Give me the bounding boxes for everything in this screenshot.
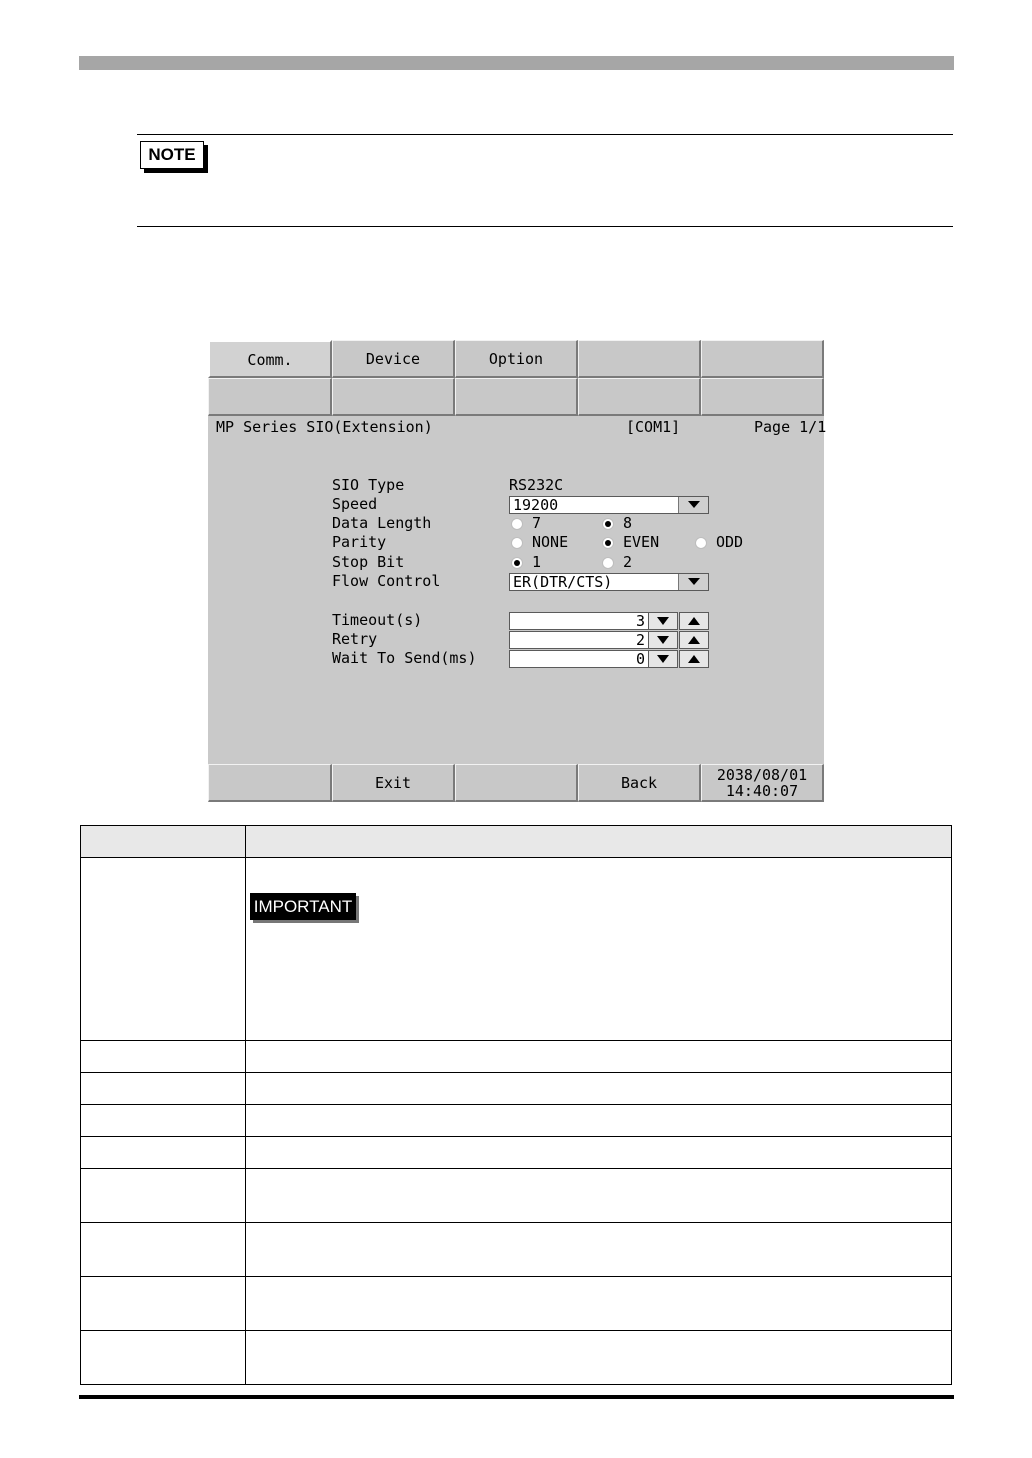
label-parity: Parity [332,533,387,551]
footer-button-1[interactable] [208,764,332,802]
note-bottom-rule [137,226,953,227]
table-row [81,1169,952,1223]
footer-button-3[interactable] [455,764,578,802]
table-row [81,1331,952,1385]
note-badge [140,141,204,169]
table-header-setup-items [81,826,246,858]
parity-none-radio[interactable] [511,537,523,549]
label-data-length: Data Length [332,514,432,532]
data-length-8-label: 8 [623,514,633,532]
important-badge [250,893,356,921]
label-speed: Speed [332,495,378,513]
timeout-decrement-icon[interactable] [648,612,678,630]
label-sio-type: SIO Type [332,476,405,494]
label-wait-to-send: Wait To Send(ms) [332,649,477,667]
tab-device[interactable]: Device [332,340,455,378]
page-header-bar [79,56,954,70]
tab-option[interactable]: Option [455,340,578,378]
table-row [81,1277,952,1331]
wait-to-send-increment-icon[interactable] [679,650,709,668]
data-length-7-radio[interactable] [511,518,523,530]
note-badge-label: NOTE [140,141,204,169]
timeout-increment-icon[interactable] [679,612,709,630]
driver-name: MP Series SIO(Extension) [216,418,433,436]
data-length-8-radio[interactable] [602,518,614,530]
tab-row2-5[interactable] [701,378,824,416]
flow-control-value: ER(DTR/CTS) [513,573,613,591]
wait-to-send-decrement-icon[interactable] [648,650,678,668]
datetime-display [701,764,824,802]
stop-bit-2-radio[interactable] [602,557,614,569]
page-indicator: Page 1/1 [754,418,827,436]
tab-row2-4[interactable] [578,378,701,416]
exit-button[interactable]: Exit [332,764,455,802]
retry-input[interactable]: 2 [509,631,649,649]
speed-select[interactable] [509,496,709,514]
table-row [81,1041,952,1073]
label-timeout: Timeout(s) [332,611,423,629]
parity-none-label: NONE [532,533,569,551]
date-display: 2038/08/01 [716,766,808,784]
parity-odd-label: ODD [716,533,744,551]
label-flow-control: Flow Control [332,572,441,590]
table-header-description [246,826,952,858]
data-length-7-label: 7 [532,514,542,532]
tab-row2-1[interactable] [208,378,332,416]
wait-to-send-input[interactable]: 0 [509,650,649,668]
flow-control-select[interactable] [509,573,709,591]
sio-type-value: RS232C [509,476,564,494]
timeout-input[interactable]: 3 [509,612,649,630]
table-row [81,1105,952,1137]
table-row [81,1137,952,1169]
table-header-row [81,826,952,858]
tab-row2-2[interactable] [332,378,455,416]
page-footer-rule [79,1395,954,1399]
table-row [81,858,952,1041]
parity-even-label: EVEN [623,533,660,551]
parity-even-radio[interactable] [602,537,614,549]
time-display: 14:40:07 [725,782,799,800]
important-badge-label: IMPORTANT [250,893,356,920]
settings-table [80,825,952,1385]
tab-comm[interactable]: Comm. [208,340,332,378]
tab-blank-4[interactable] [578,340,701,378]
back-button[interactable]: Back [578,764,701,802]
stop-bit-2-label: 2 [623,553,633,571]
stop-bit-1-radio[interactable] [511,557,523,569]
chevron-down-icon[interactable] [678,497,708,513]
hmi-settings-screen [208,340,827,802]
table-row [81,1073,952,1105]
parity-odd-radio[interactable] [695,537,707,549]
speed-value: 19200 [513,496,559,514]
stop-bit-1-label: 1 [532,553,542,571]
chevron-down-icon[interactable] [678,574,708,590]
note-top-rule [137,134,953,135]
port-label: [COM1] [626,418,681,436]
label-retry: Retry [332,630,378,648]
retry-increment-icon[interactable] [679,631,709,649]
retry-decrement-icon[interactable] [648,631,678,649]
tab-blank-5[interactable] [701,340,824,378]
tab-row2-3[interactable] [455,378,578,416]
label-stop-bit: Stop Bit [332,553,405,571]
table-row [81,1223,952,1277]
